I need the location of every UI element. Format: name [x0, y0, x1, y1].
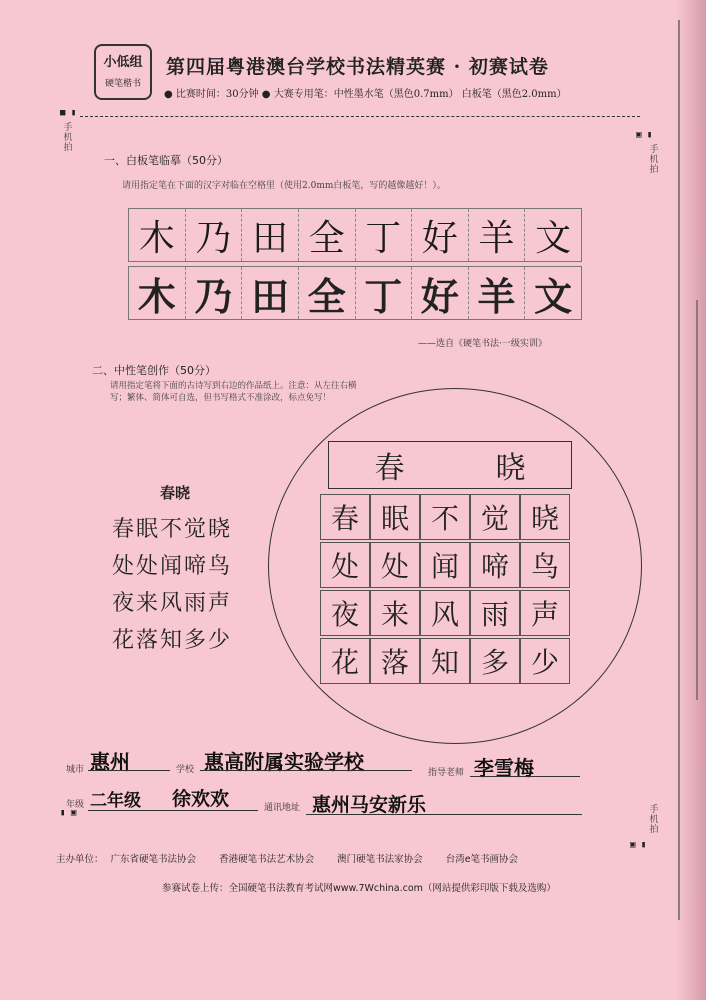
- underline: [200, 770, 412, 771]
- grade-label: 年级: [66, 800, 85, 810]
- organizer: 台湾e笔书画协会: [445, 854, 519, 865]
- poem-line: 春眠不觉晓: [112, 517, 233, 542]
- corner-marker: ▣ ▮: [636, 130, 653, 140]
- scan-edge-line: [696, 300, 698, 700]
- grid-cell: 田: [242, 267, 299, 319]
- work-cell: 春: [320, 494, 370, 540]
- organizer: 澳门硬笔书法家协会: [337, 854, 423, 865]
- underline: [306, 814, 582, 815]
- group-badge: [94, 44, 152, 100]
- poem-title: 春晓: [160, 484, 191, 502]
- grid-cell: 好: [412, 209, 469, 261]
- scan-edge-line: [678, 20, 680, 920]
- work-cell: 眠: [370, 494, 420, 540]
- grid-cell: 田: [242, 209, 299, 261]
- grid-cell: 木: [129, 209, 186, 261]
- grid-cell: 羊: [469, 209, 526, 261]
- teacher-value: 李雪梅: [474, 756, 534, 780]
- underline: [88, 810, 258, 811]
- work-cell: 觉: [470, 494, 520, 540]
- poem-line: 处处闻啼鸟: [112, 554, 233, 579]
- grid-cell: 丁: [356, 267, 413, 319]
- work-cell: 不: [420, 494, 470, 540]
- grid-cell: 文: [534, 274, 573, 319]
- work-cell: 雨: [470, 590, 520, 636]
- badge-group: 小低组: [103, 55, 143, 70]
- grid-cell: 全: [299, 209, 356, 261]
- exam-rules: ● 比赛时间：30分钟 ● 大赛专用笔：中性墨水笔（黑色0.7mm） 白板笔（黑色2.0mm）: [164, 89, 567, 100]
- work-cell: 多: [470, 638, 520, 684]
- organizer: 香港硬笔书法艺术协会: [219, 854, 315, 865]
- section2-instructions: 请用指定笔将下面的古诗写到右边的作品纸上。注意：从左往右横写；繁体、简体可自选，但书写格式不准涂改，标点免写！: [110, 381, 357, 403]
- corner-marker: ■ ▮: [60, 108, 77, 118]
- work-cell: 知: [420, 638, 470, 684]
- poem-line: 花落知多少: [112, 628, 233, 653]
- scan-shadow: [676, 0, 706, 1000]
- work-cell: 处: [370, 542, 420, 588]
- work-cell: 少: [520, 638, 570, 684]
- work-title-box: [328, 441, 572, 489]
- name-value: 徐欢欢: [172, 788, 230, 810]
- work-grid: [320, 494, 570, 686]
- grid-cell: 乃: [186, 267, 243, 319]
- city-value: 惠州: [90, 750, 130, 774]
- printed-model-row: [128, 266, 582, 320]
- poem-line: 夜来风雨声: [112, 591, 233, 616]
- badge-style: 硬笔楷书: [104, 79, 141, 89]
- section2-heading: 二、中性笔创作（50分）: [92, 364, 216, 377]
- dashed-divider: [80, 116, 640, 117]
- grid-cell: 好: [412, 267, 469, 319]
- upload-footer: 参赛试卷上传：全国硬笔书法教育考试网www.7Wchina.com（网站提供彩印版下载及选购）: [162, 883, 556, 894]
- address-label: 通讯地址: [264, 803, 301, 813]
- work-cell: 闻: [420, 542, 470, 588]
- work-cell: 声: [520, 590, 570, 636]
- work-cell: 落: [370, 638, 420, 684]
- work-cell: 鸟: [520, 542, 570, 588]
- margin-note: 手机拍: [649, 145, 659, 175]
- corner-marker: ▣ ▮: [630, 840, 647, 850]
- work-cell: 啼: [470, 542, 520, 588]
- section1-instructions: 请用指定笔在下面的汉字对临在空格里（使用2.0mm白板笔，写的越像越好！）。: [122, 181, 446, 191]
- grid-cell: 丁: [356, 209, 413, 261]
- work-cell: 来: [370, 590, 420, 636]
- organizers-label: 主办单位：: [56, 854, 104, 865]
- work-cell: 处: [320, 542, 370, 588]
- corner-marker: ▮ ▣: [60, 808, 77, 818]
- margin-note: 手机拍: [649, 805, 659, 835]
- grid-cell: 全: [299, 267, 356, 319]
- address-value: 惠州马安新乐: [312, 794, 427, 816]
- work-cell: 晓: [520, 494, 570, 540]
- grade-value: 二年级: [90, 791, 141, 811]
- margin-note: 手机拍: [63, 123, 73, 153]
- grid-cell: 文: [535, 217, 572, 259]
- school-value: 惠高附属实验学校: [204, 750, 364, 774]
- grid-cell: 乃: [186, 209, 243, 261]
- city-label: 城市: [66, 765, 85, 775]
- underline: [470, 776, 580, 777]
- work-cell: 花: [320, 638, 370, 684]
- grid-cell: 羊: [469, 267, 526, 319]
- organizer: 广东省硬笔书法协会: [110, 854, 197, 865]
- underline: [88, 770, 170, 771]
- work-title-char: 晓: [495, 451, 526, 486]
- teacher-label: 指导老师: [428, 768, 465, 778]
- section1-heading: 一、白板笔临摹（50分）: [104, 154, 228, 167]
- organizers: [56, 851, 538, 865]
- work-title-char: 春: [374, 451, 405, 486]
- work-cell: 夜: [320, 590, 370, 636]
- work-cell: 风: [420, 590, 470, 636]
- handwritten-copy-row: [128, 208, 582, 262]
- school-label: 学校: [176, 765, 195, 775]
- grid-cell: 木: [129, 267, 186, 319]
- source-citation: ——选自《硬笔书法·一级实训》: [418, 339, 547, 349]
- page-title: 第四届粤港澳台学校书法精英赛 · 初赛试卷: [166, 56, 549, 78]
